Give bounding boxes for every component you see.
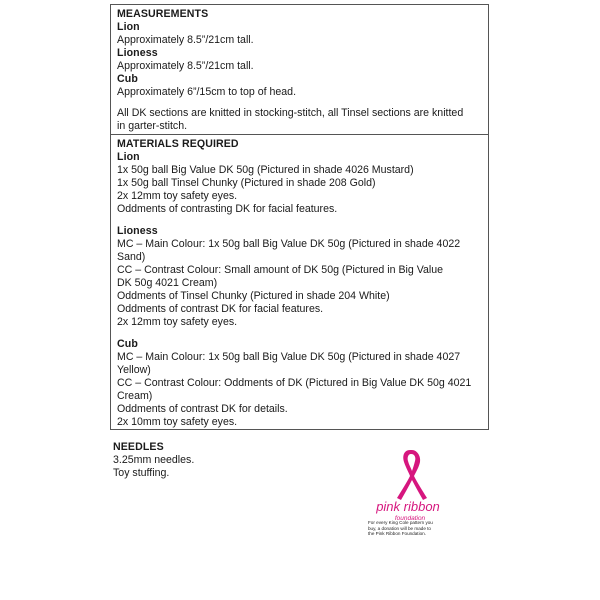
stitch-note-line2: in garter-stitch. [117, 120, 188, 132]
lion-material: Oddments of contrasting DK for facial features. [117, 203, 338, 215]
wordmark-sub: foundation [394, 515, 426, 522]
lioness-material: DK 50g 4021 Cream) [117, 277, 218, 289]
cub-material: Yellow) [117, 364, 151, 376]
lioness-material: Oddments of contrast DK for facial features. [117, 303, 324, 315]
lioness-material: CC – Contrast Colour: Small amount of DK 50g (Pictured in Big Value [117, 264, 444, 276]
donation-note-line: For every King Cole pattern you [368, 520, 433, 525]
measurements-section [110, 4, 489, 135]
stitch-note-line1: All DK sections are knitted in stocking-stitch, all Tinsel sections are knitted [117, 107, 464, 119]
needles-section [113, 441, 363, 480]
materials-section [110, 134, 489, 430]
needles-item: Toy stuffing. [113, 467, 170, 479]
pink-ribbon-wordmark [352, 498, 464, 522]
lioness-material: 2x 12mm toy safety eyes. [117, 316, 238, 328]
cub-material: MC – Main Colour: 1x 50g ball Big Value DK 50g (Pictured in shade 4027 [117, 351, 461, 363]
materials-cub-label: Cub [117, 338, 138, 350]
donation-note-line: the Pink Ribbon Foundation. [368, 531, 426, 537]
lioness-label: Lioness [117, 47, 158, 59]
lioness-material: Sand) [117, 251, 146, 263]
lion-material: 2x 12mm toy safety eyes. [117, 190, 238, 202]
cub-label: Cub [117, 73, 138, 85]
lioness-material: MC – Main Colour: 1x 50g ball Big Value DK 50g (Pictured in shade 4022 [117, 238, 461, 250]
lioness-size: Approximately 8.5”/21cm tall. [117, 60, 254, 72]
materials-lion-label: Lion [117, 151, 140, 163]
needles-item: 3.25mm needles. [113, 454, 195, 466]
cub-material: CC – Contrast Colour: Oddments of DK (Pictured in Big Value DK 50g 4021 [117, 377, 472, 389]
needles-heading: NEEDLES [113, 441, 164, 453]
donation-note-line: buy, a donation will be made to [368, 525, 431, 531]
lioness-material: Oddments of Tinsel Chunky (Pictured in shade 204 White) [117, 290, 390, 302]
lion-material: 1x 50g ball Tinsel Chunky (Pictured in shade 208 Gold) [117, 177, 376, 189]
wordmark-text: pink ribbon [376, 499, 440, 514]
lion-size: Approximately 8.5”/21cm tall. [117, 34, 254, 46]
materials-heading: MATERIALS REQUIRED [117, 138, 239, 150]
materials-lioness-label: Lioness [117, 225, 158, 237]
cub-material: 2x 10mm toy safety eyes. [117, 416, 238, 428]
measurements-heading: MEASUREMENTS [117, 8, 209, 20]
cub-size: Approximately 6”/15cm to top of head. [117, 86, 297, 98]
lion-label: Lion [117, 21, 140, 33]
cub-material: Oddments of contrast DK for details. [117, 403, 288, 415]
cub-material: Cream) [117, 390, 153, 402]
donation-note [368, 520, 464, 537]
lion-material: 1x 50g ball Big Value DK 50g (Pictured in shade 4026 Mustard) [117, 164, 414, 176]
